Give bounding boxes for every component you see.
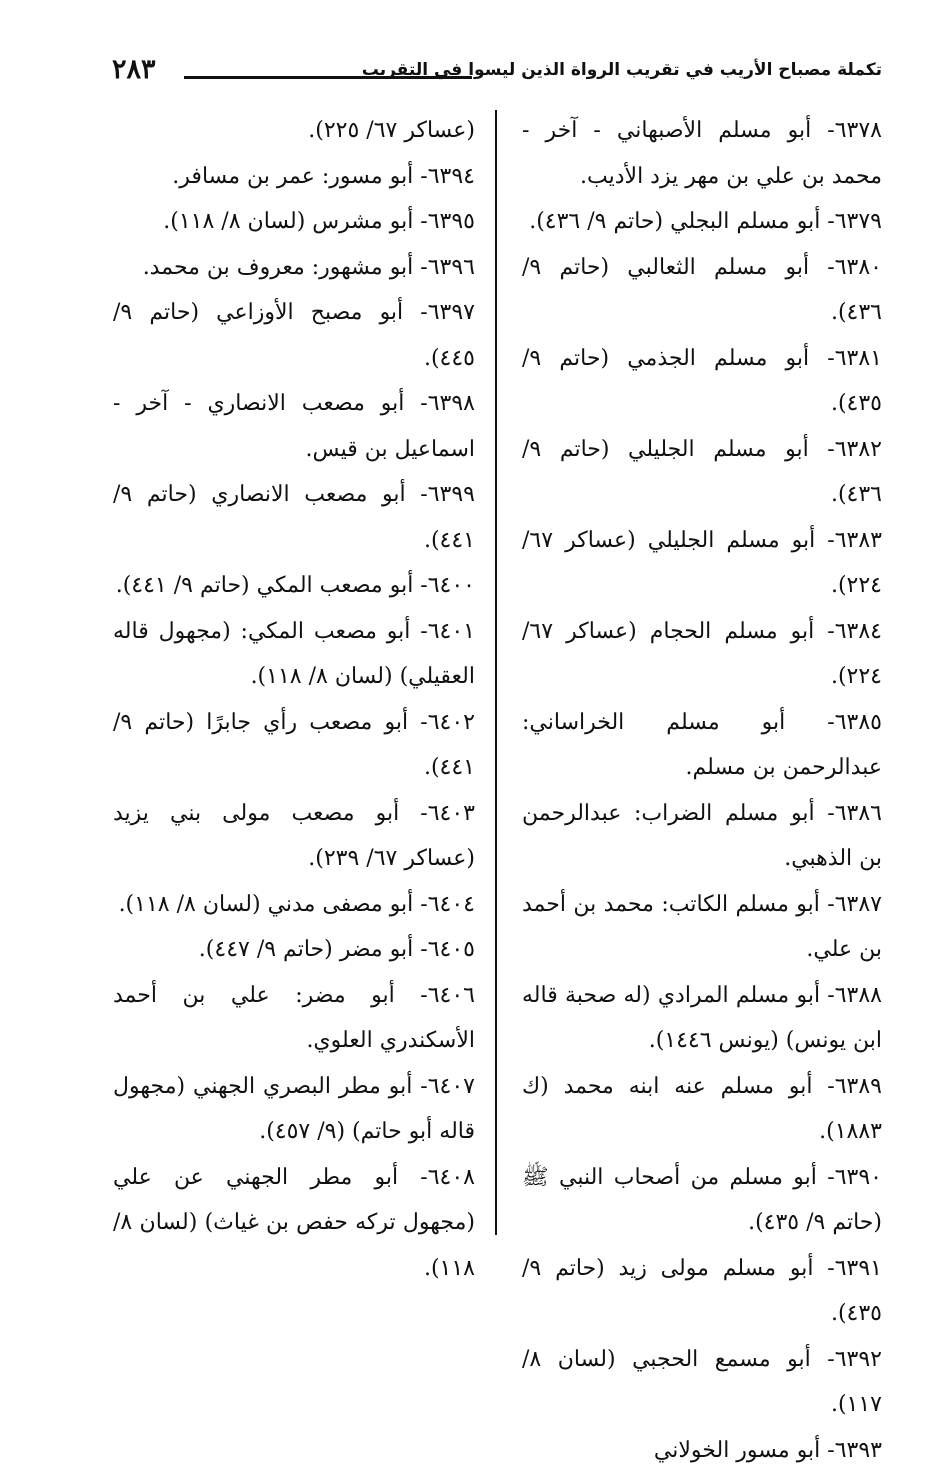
entry-6380: ٦٣٨٠- أبو مسلم الثعالبي (حاتم ٩/ ٤٣٦). bbox=[522, 245, 882, 336]
column-divider bbox=[495, 110, 497, 1235]
right-column bbox=[522, 108, 882, 1473]
entry-6403: ٦٤٠٣- أبو مصعب مولى بني يزيد (عساكر ٦٧/ ٢٣٩). bbox=[113, 791, 475, 882]
entry-6408: ٦٤٠٨- أبو مطر الجهني عن علي (مجهول تركه حفص بن غياث) (لسان ٨/ ١١٨). bbox=[113, 1155, 475, 1292]
entry-6379: ٦٣٧٩- أبو مسلم البجلي (حاتم ٩/ ٤٣٦). bbox=[522, 199, 882, 245]
entry-6398: ٦٣٩٨- أبو مصعب الانصاري - آخر - اسماعيل بن قيس. bbox=[113, 381, 475, 472]
entry-6395: ٦٣٩٥- أبو مشرس (لسان ٨/ ١١٨). bbox=[113, 199, 475, 245]
entry-6391: ٦٣٩١- أبو مسلم مولى زيد (حاتم ٩/ ٤٣٥). bbox=[522, 1246, 882, 1337]
entry-6405: ٦٤٠٥- أبو مضر (حاتم ٩/ ٤٤٧). bbox=[113, 927, 475, 973]
entry-6381: ٦٣٨١- أبو مسلم الجذمي (حاتم ٩/ ٤٣٥). bbox=[522, 336, 882, 427]
entry-6407: ٦٤٠٧- أبو مطر البصري الجهني (مجهول قاله أبو حاتم) (٩/ ٤٥٧). bbox=[113, 1064, 475, 1155]
entry-6388: ٦٣٨٨- أبو مسلم المرادي (له صحبة قاله ابن يونس) (يونس ١٤٤٦). bbox=[522, 973, 882, 1064]
header-rule bbox=[184, 76, 472, 79]
entry-6392: ٦٣٩٢- أبو مسمع الحجبي (لسان ٨/ ١١٧). bbox=[522, 1337, 882, 1428]
entry-6393-continued: (عساكر ٦٧/ ٢٢٥). bbox=[113, 108, 475, 154]
entry-6383: ٦٣٨٣- أبو مسلم الجليلي (عساكر ٦٧/ ٢٢٤). bbox=[522, 518, 882, 609]
page-header bbox=[112, 56, 882, 96]
entry-6406: ٦٤٠٦- أبو مضر: علي بن أحمد الأسكندري العلوي. bbox=[113, 973, 475, 1064]
entry-6399: ٦٣٩٩- أبو مصعب الانصاري (حاتم ٩/ ٤٤١). bbox=[113, 472, 475, 563]
entry-6382: ٦٣٨٢- أبو مسلم الجليلي (حاتم ٩/ ٤٣٦). bbox=[522, 427, 882, 518]
entry-6402: ٦٤٠٢- أبو مصعب رأي جابرًا (حاتم ٩/ ٤٤١). bbox=[113, 700, 475, 791]
entry-6400: ٦٤٠٠- أبو مصعب المكي (حاتم ٩/ ٤٤١). bbox=[113, 563, 475, 609]
entry-6397: ٦٣٩٧- أبو مصبح الأوزاعي (حاتم ٩/ ٤٤٥). bbox=[113, 290, 475, 381]
left-column bbox=[113, 108, 475, 1291]
entry-6387: ٦٣٨٧- أبو مسلم الكاتب: محمد بن أحمد بن علي. bbox=[522, 882, 882, 973]
entry-6393: ٦٣٩٣- أبو مسور الخولاني bbox=[522, 1428, 882, 1473]
running-title: تكملة مصباح الأريب في تقريب الرواة الذين ليسوا في التقريب bbox=[362, 60, 882, 80]
entry-6385: ٦٣٨٥- أبو مسلم الخراساني: عبدالرحمن بن مسلم. bbox=[522, 700, 882, 791]
page-number: ٢٨٣ bbox=[112, 54, 156, 85]
entry-6389: ٦٣٨٩- أبو مسلم عنه ابنه محمد (ك ١٨٨٣). bbox=[522, 1064, 882, 1155]
entry-6404: ٦٤٠٤- أبو مصفى مدني (لسان ٨/ ١١٨). bbox=[113, 882, 475, 928]
entry-6401: ٦٤٠١- أبو مصعب المكي: (مجهول قاله العقيلي) (لسان ٨/ ١١٨). bbox=[113, 609, 475, 700]
entry-6384: ٦٣٨٤- أبو مسلم الحجام (عساكر ٦٧/ ٢٢٤). bbox=[522, 609, 882, 700]
entry-6394: ٦٣٩٤- أبو مسور: عمر بن مسافر. bbox=[113, 154, 475, 200]
entry-6386: ٦٣٨٦- أبو مسلم الضراب: عبدالرحمن بن الذهبي. bbox=[522, 791, 882, 882]
entry-6396: ٦٣٩٦- أبو مشهور: معروف بن محمد. bbox=[113, 245, 475, 291]
entry-6390: ٦٣٩٠- أبو مسلم من أصحاب النبي ﷺ (حاتم ٩/ ٤٣٥). bbox=[522, 1155, 882, 1246]
entry-6378: ٦٣٧٨- أبو مسلم الأصبهاني - آخر - محمد بن علي بن مهر يزد الأديب. bbox=[522, 108, 882, 199]
